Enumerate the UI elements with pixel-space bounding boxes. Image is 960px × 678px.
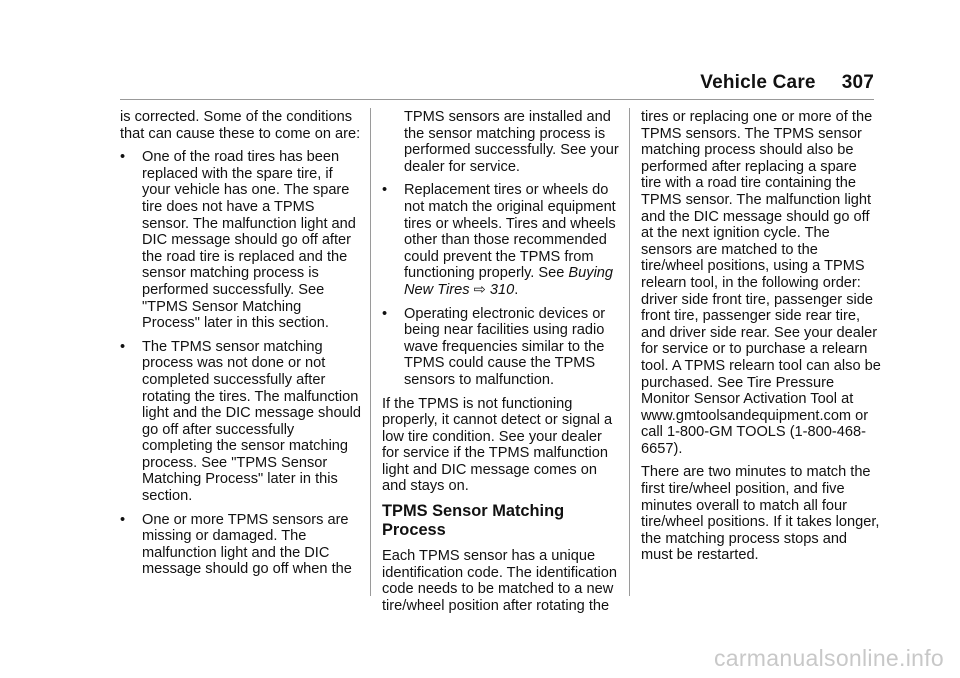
relearn-paragraph: tires or replacing one or more of the TPMS sensors. The TPMS sensor matching process should also be performed after replacing a spare tire with a road tire containing the TPMS sensor. The malfunction light and the DIC message should go off at the next ignition cycle. The sensors are matched to the tire/wheel positions, using a TPMS relearn tool, in the following order: driver side front tire, passenger side front tire, passenger side rear tire, and driver side rear. See your dealer for service or to purchase a relearn tool. A TPMS relearn tool can also be purchased. See Tire Pressure Monitor Sensor Activation Tool at www.gmtoolsandequipment.com or call 1-800-GM TOOLS (1-800-468-6657). bbox=[641, 109, 881, 457]
bullet-item bbox=[120, 512, 362, 578]
buying-new-tires-link[interactable]: Buying New Tires bbox=[404, 265, 614, 298]
bullet-item bbox=[120, 149, 362, 332]
bullet-text: One of the road tires has been replaced with the spare tire, if your vehicle has one. The spare tire does not have a TPMS sensor. The malfunction light and DIC message should go off after the road tire is replaced and the sensor matching process is performed successfully. See "TPMS Sensor Matching Process" later in this section. bbox=[142, 149, 356, 332]
bullet-marker: • bbox=[382, 305, 388, 322]
bullet-text: One or more TPMS sensors are missing or damaged. The malfunction light and the DIC message should go off when the bbox=[142, 511, 352, 578]
column-divider-2 bbox=[629, 108, 630, 596]
section-title: Vehicle Care bbox=[700, 72, 816, 93]
bullet-text: Operating electronic devices or being near facilities using radio wave frequencies similar to the TPMS could cause the TPMS sensors to malfunction. bbox=[404, 305, 606, 388]
bullet-marker: • bbox=[120, 149, 126, 166]
bullet-marker: • bbox=[120, 511, 126, 528]
column-2 bbox=[382, 109, 622, 621]
watermark-footer: carmanualsonline.info bbox=[713, 645, 944, 671]
intro-paragraph: is corrected. Some of the conditions that can cause these to come on are: bbox=[120, 109, 361, 142]
bullet-text: Replacement tires or wheels do not match the original equipment tires or wheels. Tires and wheels other than those recommended could prevent the TPMS from functioning properly. See bbox=[404, 182, 616, 282]
bullet-marker: • bbox=[120, 338, 126, 355]
tpms-paragraph: If the TPMS is not functioning properly, it cannot detect or signal a low tire condition. See your dealer for service if the TPMS malfunction light and DIC message comes on and stays on. bbox=[382, 395, 613, 495]
bullet-item bbox=[382, 306, 622, 389]
bullet-item bbox=[120, 339, 362, 505]
page-ref-arrow-icon: ⇨ bbox=[473, 281, 486, 298]
column-divider-1 bbox=[370, 108, 371, 596]
column-3 bbox=[641, 109, 881, 571]
bullet-text: TPMS sensors are installed and the sensor matching process is performed successfully. See your dealer for service. bbox=[404, 109, 619, 175]
bullet-item bbox=[382, 182, 622, 298]
bullet-continuation bbox=[382, 109, 622, 175]
bullet-end: . bbox=[514, 281, 519, 298]
header-rule bbox=[120, 99, 874, 100]
page-number: 307 bbox=[841, 72, 874, 93]
column-1 bbox=[120, 109, 362, 585]
section-heading: TPMS Sensor Matching Process bbox=[382, 502, 565, 540]
matching-paragraph: Each TPMS sensor has a unique identification code. The identification code needs to be matched to a new tire/wheel position after rotating the bbox=[382, 548, 618, 614]
timing-paragraph: There are two minutes to match the first tire/wheel position, and five minutes overall to match all four tire/wheel positions. If it takes longer, the matching process stops and must be restarted. bbox=[641, 464, 880, 564]
page-ref-number[interactable]: 310 bbox=[489, 281, 515, 298]
bullet-marker: • bbox=[382, 182, 388, 199]
bullet-text: The TPMS sensor matching process was not done or not completed successfully after rotating the tires. The malfunction light and the DIC message should go off after successfully completing the sensor matching process. See "TPMS Sensor Matching Process" later in this section. bbox=[142, 338, 362, 505]
page-header bbox=[700, 72, 874, 94]
